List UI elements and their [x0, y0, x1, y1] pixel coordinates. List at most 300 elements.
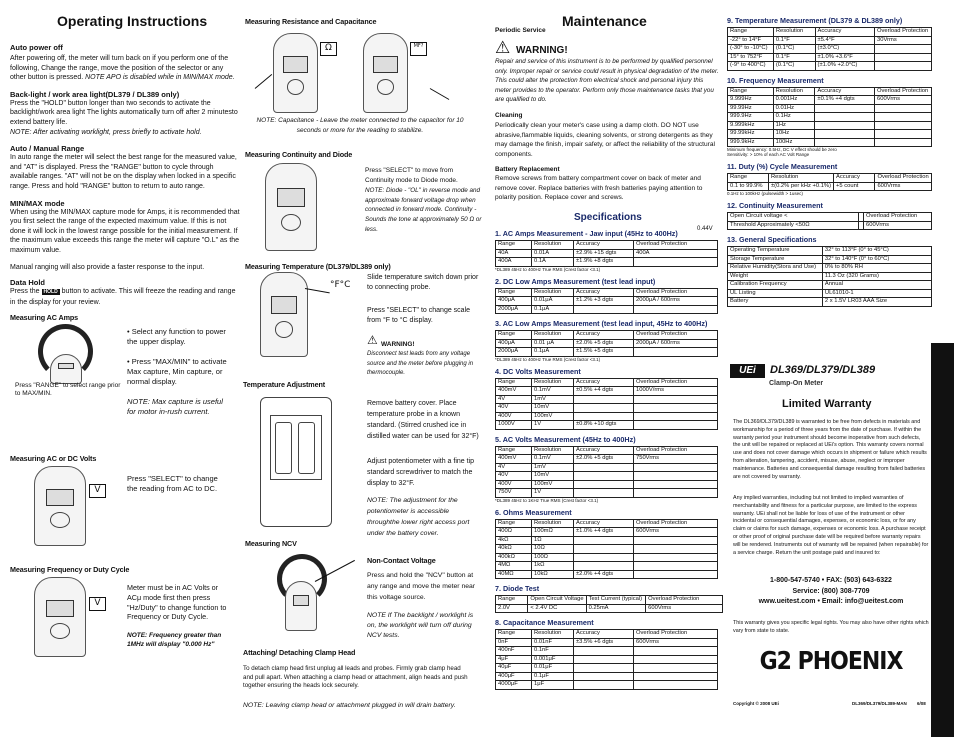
table-row	[496, 570, 718, 579]
col4-t11-table	[727, 173, 932, 191]
table-cell	[875, 121, 932, 130]
table-cell: Overload Protection	[634, 378, 718, 387]
table-row	[496, 553, 718, 562]
table-cell: 10kΩ	[532, 570, 574, 579]
col3-t1-foot: *DL389 45Hz to 400Hz True RMS (Crest factor <3.1)	[495, 266, 601, 272]
table-cell: Range	[728, 87, 774, 96]
table-cell	[574, 681, 634, 690]
table-cell	[634, 480, 718, 489]
col3-t4-title: 4. DC Volts Measurement	[495, 366, 581, 376]
table-cell: Overload Protection	[634, 288, 718, 297]
table-cell: Accuracy	[574, 241, 634, 250]
warning-triangle-icon: ⚠	[367, 333, 378, 347]
table-cell: Resolution	[532, 446, 574, 455]
temperature-text-2: Press "SELECT" to change scale from °F to °C display.	[367, 307, 471, 324]
table-row	[728, 221, 932, 230]
col4-t10-foot1: Minimum frequency: 0.5Hz, DC V effect should be zero	[727, 147, 837, 152]
temperature-unit-label: °F°C	[330, 280, 351, 290]
table-cell: Range	[496, 378, 532, 387]
table-cell: 10mV	[532, 404, 574, 413]
table-cell: 1Hz	[773, 121, 815, 130]
table-cell: 4μF	[496, 655, 532, 664]
table-cell: 0.01 μA	[532, 339, 574, 348]
table-cell	[574, 664, 634, 673]
table-cell: Accuracy	[574, 378, 634, 387]
table-cell: 600Vrms	[646, 604, 723, 613]
table-cell: 0.1°F	[773, 53, 815, 62]
table-cell: (±1.0% +2.0°C)	[815, 62, 874, 71]
table-cell	[634, 404, 718, 413]
ncv-note: NOTE If The backlight / worklight is on, the worklight will turn off during NCV tests.	[367, 612, 474, 639]
table-cell: (0.1°C)	[773, 62, 815, 71]
table-cell: 99.99Hz	[728, 104, 774, 113]
temperature-warning-text: Disconnect test leads from any voltage source and the meter before plugging in thermocouple.	[367, 351, 474, 376]
ac-amps-note: NOTE: Max capture is useful for motor in-rush current.	[127, 397, 223, 416]
hold-key-icon: HOLD	[43, 289, 58, 296]
table-cell: 0.25mA	[586, 604, 646, 613]
table-cell: 0.1nF	[532, 647, 574, 656]
col3-t6-table	[495, 519, 718, 580]
table-cell: Accuracy	[574, 519, 634, 528]
table-cell: 100Ω	[532, 553, 574, 562]
operating-column	[10, 0, 240, 307]
document-id: DL369/DL379/DL389-MAN	[852, 701, 907, 706]
table-cell: Overload Protection	[634, 331, 718, 340]
table-cell	[634, 664, 718, 673]
ncv-heading: Measuring NCV	[245, 539, 297, 548]
table-cell	[875, 130, 932, 139]
col4-t12-title: 12. Continuity Measurement	[727, 201, 823, 210]
table-cell: 400A	[496, 258, 532, 267]
table-cell: 4V	[496, 395, 532, 404]
table-cell	[574, 489, 634, 498]
battery-text: Remove screws from battery compartment cover on back of meter and remove cover. Replace batteries with fresh batteries paying attention to polarity position. Replace cover and screws.	[495, 175, 703, 201]
table-row	[728, 272, 932, 281]
table-cell: Resolution	[532, 378, 574, 387]
table-cell: 0.1mV	[532, 387, 574, 396]
temp-adjust-note: NOTE: The adjustment for the potentiometer is accessible throughthe lower right access port under the battery cover.	[367, 497, 470, 537]
table-row	[728, 96, 932, 105]
table-cell: 0.01A	[532, 249, 574, 258]
table-row	[496, 305, 718, 314]
table-cell: 0.1Hz	[773, 113, 815, 122]
table-cell: 40μF	[496, 664, 532, 673]
table-cell: 0.1mV	[532, 455, 574, 464]
backlight-text: Press the "HOLD" button longer than two seconds to activate the backlight/work area light The lights automatically turn off after 2 minutesto extend battery life.	[10, 99, 238, 126]
table-row	[728, 45, 932, 54]
table-header-row	[496, 288, 718, 297]
table-cell	[815, 138, 875, 147]
battery-heading: Battery Replacement	[495, 166, 560, 173]
col3-t5-title: 5. AC Volts Measurement (45Hz to 400Hz)	[495, 434, 636, 444]
table-cell: 0% to 80% RH	[822, 264, 931, 273]
edge-tab-bar	[931, 343, 954, 737]
col4-t13-table	[727, 246, 932, 307]
table-cell	[634, 553, 718, 562]
table-row	[728, 264, 932, 273]
table-cell: (0.1°C)	[773, 45, 815, 54]
col3-t8-table	[495, 629, 718, 690]
table-cell: ±2.0% +4 dgts	[574, 570, 634, 579]
table-cell: 2000μA	[496, 348, 532, 357]
table-cell	[574, 545, 634, 554]
ac-amps-bullet-1: • Select any function to power the upper display.	[127, 327, 226, 346]
backlight-heading: Back-light / work area light(DL379 / DL389 only)	[10, 89, 180, 99]
table-cell	[574, 412, 634, 421]
table-cell: 0nF	[496, 638, 532, 647]
table-row	[496, 463, 718, 472]
operating-title: Operating Instructions	[57, 13, 208, 29]
table-cell: 400Ω	[496, 528, 532, 537]
table-cell: 1mV	[532, 463, 574, 472]
table-row	[728, 281, 932, 290]
table-cell: Range	[728, 28, 774, 37]
table-cell: Overload Protection	[646, 596, 723, 605]
spec-tolerance-label: 0.44V	[697, 226, 713, 232]
table-cell: Accuracy	[574, 630, 634, 639]
table-cell: Range	[496, 331, 532, 340]
table-cell: Calibration Frequency	[728, 281, 823, 290]
table-cell: 4V	[496, 463, 532, 472]
table-cell	[574, 536, 634, 545]
table-cell: ±1.0% +3.6°F	[815, 53, 874, 62]
datahold-heading: Data Hold	[10, 278, 46, 288]
table-cell	[634, 472, 718, 481]
table-row	[496, 297, 718, 306]
table-cell: ±0.1% +4 dgts	[815, 96, 875, 105]
contact-web: www.ueitest.com • Email: info@ueitest.com	[758, 598, 904, 605]
table-cell: ±2.0% +5 dgts	[574, 455, 634, 464]
copyright-text: Copyright © 2008 UEi	[733, 701, 779, 706]
table-cell: ±1.5% +5 dgts	[574, 348, 634, 357]
contact-phone: 1-800-547-5740 • FAX: (503) 643-6322	[770, 577, 892, 584]
resistance-illustration	[245, 28, 475, 116]
table-cell	[634, 463, 718, 472]
table-row	[496, 647, 718, 656]
warranty-text-2: Any implied warranties, including but not limited to implied warranties of merchantability and fitness for a particular purpose, are limited to the express warranty. UEi shall not be liable for loss of use of the instrument or other incidental or consequential damages, expenses, or economic loss, or for any claim or claims for such damage, expenses or economic loss. A purchase receipt or other proof of original purchase date will be required before warranty repairs will be rendered. Instruments out of warranty will be repaired (when repairable) for a service charge. Return the unit postage paid and insured to:	[733, 495, 929, 556]
table-cell: 400kΩ	[496, 553, 532, 562]
table-row	[728, 53, 932, 62]
table-cell	[574, 395, 634, 404]
table-cell: 750Vrms	[634, 455, 718, 464]
col4-t10-foot2: Sensitivity: > 10% of each AC Volt Range	[727, 152, 810, 157]
warranty-heading: Limited Warranty	[782, 398, 872, 410]
table-cell: (-30° to -10°C)	[728, 45, 774, 54]
table-cell: Resolution	[532, 288, 574, 297]
table-cell: Overload Protection	[634, 446, 718, 455]
table-row	[728, 138, 932, 147]
table-cell	[574, 647, 634, 656]
table-cell: Accuracy	[574, 331, 634, 340]
table-cell: 4kΩ	[496, 536, 532, 545]
ncv-illustration	[255, 549, 355, 639]
table-cell	[634, 545, 718, 554]
table-cell: (-9° to 400°C)	[728, 62, 774, 71]
table-cell: Overload Protection	[634, 519, 718, 528]
table-cell: 100mΩ	[532, 528, 574, 537]
brand-logo: G2 PHOENIX	[759, 647, 903, 676]
table-cell: (±3.0°C)	[815, 45, 874, 54]
table-cell	[574, 404, 634, 413]
battery-compartment-illustration	[250, 397, 358, 532]
table-cell	[875, 45, 932, 54]
table-row	[728, 213, 932, 222]
table-cell	[574, 672, 634, 681]
table-cell	[875, 62, 932, 71]
table-row	[496, 387, 718, 396]
model-subtitle: Clamp-On Meter	[769, 380, 824, 387]
col4-t10-title: 10. Frequency Measurement	[727, 75, 824, 85]
col3-t2-table	[495, 288, 718, 315]
table-cell: 2000μA / 600rms	[634, 297, 718, 306]
table-row	[728, 247, 932, 256]
col3-t3-foot: *DL389 45Hz to 400Hz True RMS (Crest factor <3.1)	[495, 356, 601, 362]
table-cell: Relative Humidity(Stora and Use)	[728, 264, 823, 273]
table-cell: 99.99kHz	[728, 130, 774, 139]
table-cell: Open Circuit voltage <	[728, 213, 859, 222]
table-cell	[574, 480, 634, 489]
temp-adjust-text-2: Adjust potentiometer with a fine tip standard screwdriver to match the display to 32°F.	[367, 458, 475, 487]
model-title: DL369/DL379/DL389	[770, 364, 876, 376]
table-cell	[634, 412, 718, 421]
resistance-heading: Measuring Resistance and Capacitance	[245, 17, 377, 26]
table-cell: 0.1 to 99.9%	[728, 182, 769, 191]
table-cell: Overload Protection	[634, 241, 718, 250]
table-cell: ±1.0% +4 dgts	[574, 528, 634, 537]
table-cell: 0.1μA	[532, 305, 574, 314]
table-cell	[634, 395, 718, 404]
table-row	[728, 62, 932, 71]
table-cell: 400μA	[496, 339, 532, 348]
freq-heading: Measuring Frequency or Duty Cycle	[10, 565, 130, 574]
table-cell	[875, 138, 932, 147]
table-cell	[574, 463, 634, 472]
table-cell: Range	[496, 241, 532, 250]
cleaning-heading: Cleaning	[495, 112, 523, 119]
col3-t7-table	[495, 595, 723, 613]
table-cell: Storage Temperature	[728, 255, 823, 264]
meter-illustration-acdc	[12, 466, 122, 546]
freq-note: NOTE: Frequency greater than 1MHz will display "0.000 Hz"	[127, 632, 222, 648]
col3-t3-table	[495, 330, 718, 357]
table-cell	[634, 258, 718, 267]
table-header-row	[496, 446, 718, 455]
col3-t6-title: 6. Ohms Measurement	[495, 507, 572, 517]
col3-t4-table	[495, 378, 718, 430]
table-cell: Accuracy	[834, 174, 875, 183]
table-row	[496, 348, 718, 357]
table-cell: 100Hz	[773, 138, 815, 147]
clamp-head-note: NOTE: Leaving clamp head or attachment plugged in will drain battery.	[243, 702, 456, 709]
clamp-head-heading: Attaching/ Detaching Clamp Head	[243, 648, 356, 657]
table-cell: Resolution	[773, 87, 815, 96]
table-cell	[634, 305, 718, 314]
auto-off-heading: Auto power off	[10, 43, 63, 52]
table-cell: Resolution	[532, 331, 574, 340]
table-cell: ±2.9% +15 dgts	[574, 249, 634, 258]
table-cell: Resolution	[773, 28, 815, 37]
table-row	[496, 249, 718, 258]
table-row	[496, 489, 718, 498]
table-cell: 15° to 752°F	[728, 53, 774, 62]
table-row	[728, 130, 932, 139]
table-cell: 9.999kHz	[728, 121, 774, 130]
table-cell	[634, 672, 718, 681]
table-cell: Battery	[728, 298, 823, 307]
table-cell: 0.001Hz	[773, 96, 815, 105]
table-cell: Resolution	[532, 519, 574, 528]
table-row	[496, 562, 718, 571]
table-row	[496, 472, 718, 481]
table-cell: 10mV	[532, 472, 574, 481]
table-cell: 600Vrms	[864, 221, 932, 230]
auto-manual-heading: Auto / Manual Range	[10, 144, 85, 154]
table-cell: 1Ω	[532, 536, 574, 545]
table-cell: 400nF	[496, 647, 532, 656]
col4-t10-table	[727, 87, 932, 148]
table-cell: 400μF	[496, 672, 532, 681]
col3-t3-title: 3. AC Low Amps Measurement (test lead input, 45Hz to 400Hz)	[495, 319, 708, 328]
continuity-text: Press "SELECT" to move from Continuity mode to Diode mode.	[365, 167, 458, 184]
table-cell	[815, 113, 875, 122]
table-cell: ±5.4°F	[815, 36, 874, 45]
table-cell: 2.0V	[496, 604, 528, 613]
maintenance-title: Maintenance	[562, 13, 647, 29]
table-cell: 0.01nF	[532, 638, 574, 647]
contact-service: Service: (800) 308-7709	[792, 587, 870, 595]
table-cell	[815, 104, 875, 113]
table-row	[728, 36, 932, 45]
table-cell: Range	[496, 446, 532, 455]
table-cell: Operating Temperature	[728, 247, 823, 256]
table-row	[496, 604, 723, 613]
table-cell: Accuracy	[574, 446, 634, 455]
table-cell	[634, 681, 718, 690]
table-cell: ±0.8% +10 dgts	[574, 421, 634, 430]
table-cell: 40V	[496, 472, 532, 481]
table-row	[496, 395, 718, 404]
table-cell: 400A	[634, 249, 718, 258]
table-cell: 100mV	[532, 412, 574, 421]
table-cell: 32° to 140°F (0° to 60°C)	[822, 255, 931, 264]
table-row	[496, 528, 718, 537]
table-cell: 1mV	[532, 395, 574, 404]
capacitance-symbol-icon: MF?	[410, 42, 427, 56]
table-cell: Range	[496, 288, 532, 297]
table-cell: 0.01μA	[532, 297, 574, 306]
auto-off-text: After powering off, the meter will turn back on if you perform one of the following, Change the range, move the position of the selector or any other button is pressed. NOTE APO is disabled while in MIN/MAX mode.	[10, 55, 235, 82]
maintenance-warning-heading: WARNING!	[516, 45, 568, 56]
temperature-warning-heading: WARNING!	[381, 341, 415, 348]
table-cell: 2000μA / 600rms	[634, 339, 718, 348]
table-cell	[634, 348, 718, 357]
continuity-note: NOTE: Diode - "OL" in reverse mode and approximate forward voltage drop when connected in forward mode. Continuity - Sounds the tone at approximately 50 Ω or less.	[365, 187, 482, 233]
table-row	[496, 655, 718, 664]
document-date: 6/08	[917, 701, 926, 706]
table-header-row	[728, 174, 932, 183]
table-cell: 1kΩ	[532, 562, 574, 571]
table-cell: 400μA	[496, 297, 532, 306]
table-cell: 2 x 1.5V LR03 AAA Size	[822, 298, 931, 307]
range-caption: Press "RANGE" to select range prior to MAX/MIN.	[15, 382, 121, 397]
uei-logo: UEi	[730, 364, 765, 378]
table-cell: Overload Protection	[634, 630, 718, 639]
table-cell: Test Current (typical)	[586, 596, 646, 605]
volts-symbol-icon: V	[89, 484, 106, 498]
manual-range-text: Manual ranging will also provide a faster response to the input.	[10, 263, 205, 271]
specifications-title: Specifications	[574, 212, 642, 223]
table-cell: Accuracy	[815, 28, 874, 37]
clamp-head-text: To detach clamp head first unplug all leads and probes. Firmly grab clamp head and pull apart. When attaching a clamp head or attachment, align heads and push together ensuring the heads lock securely.	[243, 665, 468, 689]
table-cell: 10Ω	[532, 545, 574, 554]
table-cell: +5 count	[834, 182, 875, 191]
table-row	[728, 255, 932, 264]
table-cell	[574, 562, 634, 571]
table-row	[728, 289, 932, 298]
temp-adjust-heading: Temperature Adjustment	[243, 380, 326, 389]
table-cell: 0.1μF	[532, 672, 574, 681]
table-cell: 4MΩ	[496, 562, 532, 571]
table-cell: 11.3 Oz (320 Grams)	[822, 272, 931, 281]
table-cell: 0.001μF	[532, 655, 574, 664]
col3-t2-title: 2. DC Low Amps Measurement (test lead input)	[495, 276, 656, 286]
table-cell	[574, 553, 634, 562]
table-cell: Range	[496, 630, 532, 639]
periodic-heading: Periodic Service	[495, 27, 546, 34]
table-cell	[574, 655, 634, 664]
table-cell: 40MΩ	[496, 570, 532, 579]
table-cell: 400V	[496, 412, 532, 421]
meter-illustration-freq	[12, 577, 122, 657]
table-cell: 400mV	[496, 455, 532, 464]
table-row	[496, 258, 718, 267]
table-cell: 10Hz	[773, 130, 815, 139]
col3-t5-table	[495, 446, 718, 498]
table-cell: 1000V/rms	[634, 387, 718, 396]
datahold-text: Press the HOLD button to activate. This will freeze the reading and range in the display for your review.	[10, 288, 236, 306]
contact-block	[733, 576, 929, 608]
ac-amps-bullet-2: • Press "MAX/MIN" to activate Max capture, Min capture, or normal display.	[127, 357, 227, 386]
table-cell: ±1.9% +8 dgts	[574, 258, 634, 267]
table-cell	[634, 570, 718, 579]
table-header-row	[496, 331, 718, 340]
table-cell: 40A	[496, 249, 532, 258]
table-cell: 999.9kHz	[728, 138, 774, 147]
freq-text: Meter must be in AC Volts or ACμ mode first then press "Hz/Duty" to change function to Frequency or Duty Cycle.	[127, 583, 227, 622]
table-cell	[634, 655, 718, 664]
table-cell: 400mV	[496, 387, 532, 396]
table-row	[496, 664, 718, 673]
table-cell: 1V	[532, 489, 574, 498]
table-header-row	[496, 241, 718, 250]
minmax-heading: MIN/MAX mode	[10, 198, 65, 208]
table-cell	[815, 121, 875, 130]
table-row	[496, 672, 718, 681]
col4-t11-foot: 0.1Hz to 100kHz (pulsewidth > 1usec)	[727, 191, 803, 196]
capacitance-note: NOTE: Capacitance - Leave the meter connected to the capacitor for 10 seconds or more for the reading to stabilize.	[256, 117, 464, 134]
table-cell	[634, 647, 718, 656]
table-row	[728, 113, 932, 122]
table-cell	[875, 113, 932, 122]
temperature-text-1: Slide temperature switch down prior to connecting probe.	[367, 274, 479, 291]
table-cell: 400V	[496, 480, 532, 489]
table-cell: Overload Protection	[875, 28, 932, 37]
table-row	[728, 104, 932, 113]
col4-t13-title: 13. General Specifications	[727, 235, 817, 244]
table-row	[496, 536, 718, 545]
table-row	[496, 480, 718, 489]
table-cell: 40V	[496, 404, 532, 413]
